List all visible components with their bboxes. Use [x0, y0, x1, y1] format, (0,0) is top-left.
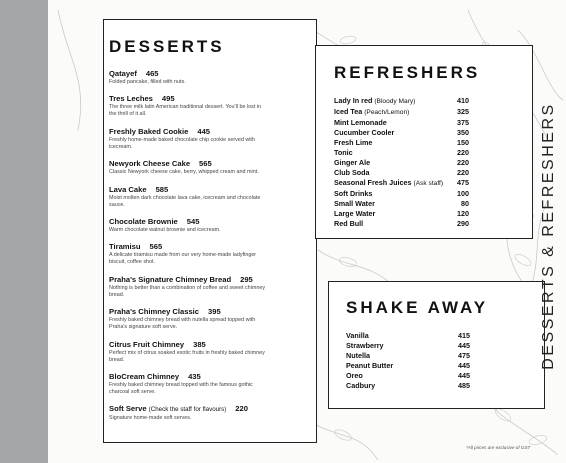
dessert-name: Tres Leches: [109, 94, 153, 104]
refresher-price: 150: [457, 138, 469, 147]
refresher-price: 350: [457, 128, 469, 137]
shake-name: Peanut Butter: [346, 361, 394, 370]
refresher-item: [334, 199, 469, 209]
refresher-price: 120: [457, 209, 469, 218]
refresher-price: 220: [457, 158, 469, 167]
dessert-description: Signature home-made soft serves.: [109, 415, 192, 422]
refreshers-list: [334, 96, 469, 229]
refresher-price: 220: [457, 168, 469, 177]
dessert-name: BloCream Chimney: [109, 371, 180, 381]
dessert-item: [109, 159, 316, 176]
shake-name: Cadbury: [346, 381, 376, 390]
refresher-note: (Ask staff): [413, 180, 444, 187]
refresher-price: 220: [457, 148, 469, 157]
shake-name: Strawberry: [346, 341, 384, 350]
shake-price: 415: [458, 331, 470, 340]
shake-item: [346, 331, 470, 341]
shake-name: Nutella: [346, 351, 370, 360]
dessert-price: 565: [199, 159, 212, 169]
refresher-item: [334, 158, 469, 168]
dessert-name: Chocolate Brownie: [109, 216, 178, 226]
dessert-item: [109, 275, 316, 299]
refresher-name: Tonic: [334, 148, 353, 157]
dessert-description: Nothing is better than a combination of coffee and sweet chimney bread.: [109, 284, 266, 298]
refresher-name: Small Water: [334, 199, 375, 208]
refreshers-title: REFRESHERS: [334, 63, 481, 82]
dessert-price: 545: [186, 216, 200, 226]
dessert-item: [109, 340, 316, 364]
refresher-name: Club Soda: [334, 168, 370, 177]
dessert-description: The three milk latin American traditional dessert. You'll be lost in the thrill of it all.: [109, 104, 262, 118]
refresher-name: Mint Lemonade: [334, 118, 387, 127]
shake-item: [346, 341, 470, 351]
dessert-description: Folded pancake, filled with nuts.: [109, 79, 186, 85]
dessert-price: 435: [188, 371, 201, 381]
dessert-description: Warm chocolate walnut brownie and icecream.: [109, 226, 221, 233]
menu-page: [48, 0, 566, 463]
refresher-name: Seasonal Fresh Juices: [334, 178, 412, 187]
shake-price: 445: [458, 341, 470, 350]
dessert-item: [109, 404, 316, 422]
dessert-item: [109, 69, 316, 86]
shake-price: 475: [458, 351, 470, 360]
dessert-item: [109, 94, 316, 118]
dessert-name: Citrus Fruit Chimney: [109, 339, 185, 349]
refresher-item: [334, 219, 469, 229]
refresher-note: (Bloody Mary): [374, 98, 416, 105]
dessert-name: Soft Serve: [109, 404, 147, 414]
refresher-item: [334, 148, 469, 158]
dessert-name: Qatayef: [109, 69, 137, 78]
shake-price: 445: [458, 361, 470, 370]
dessert-name: Praha's Signature Chimney Bread: [109, 274, 232, 284]
dessert-price: 295: [240, 274, 253, 284]
dessert-description: Moist molten dark chocolate lava cake, icecream and chocolate sauce.: [109, 194, 261, 208]
shake-name: Oreo: [346, 371, 363, 380]
vertical-page-title: DESSERTS & REFRESHERS: [540, 102, 557, 370]
dessert-price: 385: [193, 339, 206, 349]
refresher-note: (Peach/Lemon): [364, 109, 410, 116]
refresher-item: [334, 178, 469, 189]
dessert-item: [109, 185, 316, 209]
refresher-name: Ginger Ale: [334, 158, 371, 167]
refresher-name: Large Water: [334, 209, 376, 218]
dessert-price: 395: [208, 307, 221, 317]
refresher-price: 475: [457, 178, 469, 187]
refresher-price: 410: [457, 96, 469, 105]
shake-name: Vanilla: [346, 331, 369, 340]
refresher-item: [334, 96, 469, 107]
refresher-item: [334, 138, 469, 148]
shake-item: [346, 351, 470, 361]
shake-item: [346, 361, 470, 371]
dessert-name: Freshly Baked Cookie: [109, 126, 189, 136]
refresher-price: 100: [457, 189, 469, 198]
refresher-price: 325: [457, 107, 469, 116]
refresher-name: Iced Tea: [334, 107, 363, 116]
dessert-item: [109, 242, 316, 266]
refresher-price: 290: [457, 219, 469, 228]
dessert-price: 565: [149, 242, 163, 252]
desserts-title: DESSERTS: [109, 37, 225, 56]
refresher-price: 80: [461, 199, 469, 208]
refresher-item: [334, 209, 469, 219]
dessert-price: 220: [235, 404, 248, 414]
dessert-name: Newyork Cheese Cake: [109, 159, 191, 169]
desserts-section: [103, 19, 317, 443]
dessert-item: [109, 217, 316, 234]
dessert-name: Tiramisu: [109, 242, 141, 252]
refresher-name: Cucumber Cooler: [334, 128, 395, 137]
refresher-name: Fresh Lime: [334, 138, 373, 147]
shake-away-section: [328, 281, 545, 409]
dessert-item: [109, 372, 316, 396]
refresher-name: Soft Drinks: [334, 189, 373, 198]
refresher-price: 375: [457, 118, 469, 127]
refreshers-section: [315, 45, 533, 239]
shake-item: [346, 381, 470, 391]
dessert-name: Lava Cake: [109, 184, 147, 194]
dessert-description: Freshly home-made baked chocolate chip cookie served with icecream.: [109, 136, 255, 150]
dessert-description: Classic Newyork cheese cake, berry, whipped cream and mint.: [109, 169, 259, 176]
dessert-item: [109, 307, 316, 331]
dessert-price: 465: [145, 69, 159, 78]
dessert-description: A delicate tiramisu made from our very home-made ladyfinger biscuit, coffee shot.: [109, 252, 257, 266]
refresher-item: [334, 189, 469, 199]
dessert-price: 445: [197, 126, 211, 136]
side-strip: [0, 0, 48, 463]
refresher-name: Lady In red: [334, 96, 373, 105]
shake-price: 445: [458, 371, 470, 380]
shake-price: 485: [458, 381, 470, 390]
dessert-description: Perfect mix of citrus soaked exotic fruits in freshly baked chimney bread.: [109, 349, 265, 363]
dessert-note: (Check the staff for flavours): [148, 406, 227, 414]
dessert-item: [109, 127, 316, 151]
refresher-item: [334, 118, 469, 128]
refresher-item: [334, 168, 469, 178]
shake-item: [346, 371, 470, 381]
refresher-item: [334, 107, 469, 118]
refresher-item: [334, 128, 469, 138]
dessert-price: 585: [155, 184, 169, 194]
dessert-description: Freshly baked chimney bread with nutella spread topped with Praha's signature soft serve.: [109, 317, 256, 331]
refresher-name: Red Bull: [334, 219, 364, 228]
dessert-name: Praha's Chimney Classic: [109, 307, 200, 317]
dessert-description: Freshly baked chimney bread topped with the famous gothic charcoal soft serve.: [109, 381, 253, 395]
shake-away-title: SHAKE AWAY: [346, 298, 489, 317]
dessert-price: 495: [161, 94, 175, 104]
gst-footnote: *All prices are exclusive of GST: [466, 445, 531, 450]
shake-away-list: [346, 331, 470, 391]
